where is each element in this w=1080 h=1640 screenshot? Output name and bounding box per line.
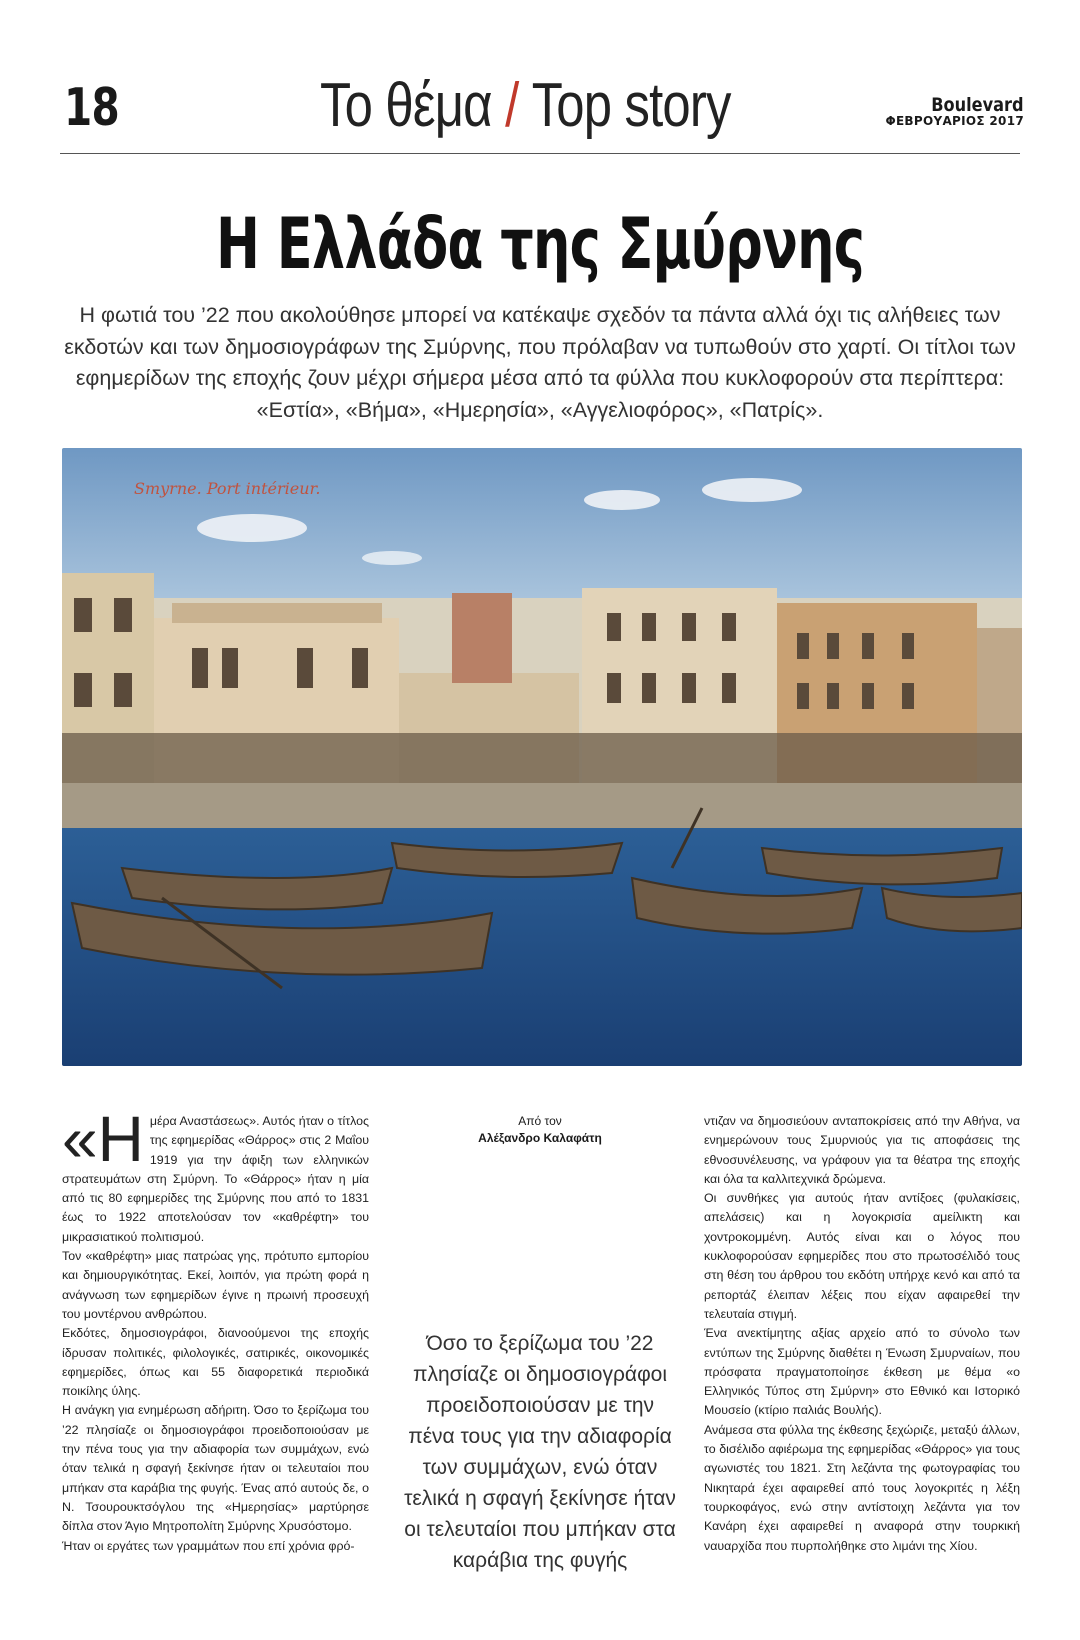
col3-paragraph-1: ντιζαν να δημοσιεύουν ανταποκρίσεις από την Αθήνα, να ενημερώνουν τους Σμυρνιούς για τις αποφάσεις της εθνοσυνέλευσης, να γράφουν για τα θέατρα της εποχής και όλα τα καλλιτεχνικά δρώμενα. [704,1114,1020,1186]
byline [440,1113,640,1147]
article-headline [60,203,1020,285]
harbour-postcard-image [62,448,1022,1066]
headline-text: Η Ελλάδα της Σμύρνης [215,203,865,285]
header-divider [60,153,1020,154]
page-number: 18 [64,78,119,138]
col3-paragraph-4: Ανάμεσα στα φύλλα της έκθεσης ξεχώριζε, μεταξύ άλλων, το δισέλιδο αφιέρωμα της εφημερίδας «Θάρρος» για τους αγωνιστές του 1821. Στη λεζάντα της φωτογραφίας του Νικηταρά έχει αφαιρεθεί από τους λογοκριτές η λέξη τουρκοφάγος, ενώ στην αντίστοιχη λεζάντα για τον Κανάρη έχει αφαιρεθεί η αναφορά στην τουρκική ναυαρχίδα που πυρπολήθηκε στο λιμάνι της Χίου. [704,1422,1020,1553]
drop-cap: «Η [62,1103,144,1175]
article-column-3 [704,1112,1020,1556]
section-title-greek: Το θέμα [320,71,492,140]
byline-prefix: Από τον [518,1114,562,1128]
section-title-slash: / [505,71,519,140]
issue-month: ΦΕΒΡΟΥΑΡΙΟΣ 2017 [885,114,1024,128]
magazine-brand [885,96,1024,127]
col1-paragraph-3: Εκδότες, δημοσιογράφοι, διανοούμενοι της εποχής ίδρυσαν πολιτικές, φιλολογικές, σατιρικές, οικονομικές εφημερίδες, όπως και 55 διαφορετικά περιοδικά ποικίλης ύλης. [62,1326,369,1399]
section-title-english: Top story [531,71,731,140]
col3-paragraph-2: Οι συνθήκες για αυτούς ήταν αντίξοες (φυλακίσεις, απελάσεις) και η λογοκρισία αμείλικτη και χοντροκομμένη. Αυτός είναι και ο λόγος που κυκλοφορούσαν εφημερίδες που στο πρωτοσέλιδό τους στη θέση του άρθρου του εκδότη υπήρχε κενό και από τα ρεπορτάζ έλειπαν λέξεις που είχαν αφαιρεθεί την τελευταία στιγμή. [704,1191,1020,1321]
postcard-caption: Smyrne. Port intérieur. [134,479,321,498]
magazine-name: Boulevard [931,94,1024,116]
byline-author: Αλέξανδρο Καλαφάτη [478,1131,602,1145]
col1-paragraph-5: Ήταν οι εργάτες των γραμμάτων που επί χρόνια φρό- [62,1538,355,1553]
col3-paragraph-3: Ένα ανεκτίμητης αξίας αρχείο από το σύνολο των εντύπων της Σμύρνης διαθέτει η Ένωση Σμυρναίων, που πρόσφατα πραγματοποίησε έκθεση με θέμα «ο Ελληνικός Τύπος στη Σμύρνη» στο Εθνικό και Ιστορικό Μουσείο (κτίριο παλιάς Βουλής). [704,1326,1020,1418]
article-column-1 [62,1103,369,1556]
col1-paragraph-1: μέρα Αναστάσεως». Αυτός ήταν ο τίτλος της εφημερίδας «Θάρρος» στις 2 Μαΐου 1919 για την άφιξη των ελληνικών στρατευμάτων στη Σμύρνη. Το «Θάρρος» ήταν η μία από τις 80 εφημερίδες της Σμύρνης που από το 1831 έως το 1922 αποτελούσαν τον «καθρέφτη» του μικρασιατικού πολιτισμού. [62,1114,369,1244]
pull-quote: Όσο το ξερίζωμα του ’22 πλησίαζε οι δημοσιογράφοι προειδοποιούσαν με την πένα τους για την αδιαφορία των συμμάχων, ενώ όταν τελικά η σφαγή ξεκίνησε ήταν οι τελευταίοι που μπήκαν στα καράβια της φυγής [404,1332,676,1572]
article-lead: Η φωτιά του ’22 που ακολούθησε μπορεί να κατέκαψε σχεδόν τα πάντα αλλά όχι τις αλήθειες των εκδοτών και των δημοσιογράφων της Σμύρνης, που πρόλαβαν να τυπωθούν στο χαρτί. Οι τίτλοι των εφημερίδων της εποχής ζουν μέχρι σήμερα μέσα από τα φύλλα που κυκλοφορούν στα περίπτερα: «Εστία», «Βήμα», «Ημερησία», «Αγγελιοφόρος», «Πατρίς». [64,303,1016,422]
section-title [320,70,731,141]
col1-paragraph-4: Η ανάγκη για ενημέρωση αδήριτη. Όσο το ξερίζωμα του ’22 πλησίαζε οι δημοσιογράφοι προειδοποιούσαν με την πένα τους για την αδιαφορία των συμμάχων, ενώ όταν τελικά η σφαγή ξεκίνησε ήταν οι τελευταίοι που μπήκαν στα καράβια της φυγής. Ένας από αυτούς δε, ο Ν. Τσουρουκτσόγλου της «Ημερησίας» μαρτύρησε δίπλα στον Άγιο Μητροπολίτη Σμύρνης Χρυσόστομο. [62,1403,369,1534]
col1-paragraph-2: Τον «καθρέφτη» μιας πατρώας γης, πρότυπο εμπορίου και δημιουργικότητας. Εκεί, λοιπόν, για πρώτη φορά η ανάγνωση των εφημερίδων έγινε η πρωινή προσευχή του μοντέρνου ανθρώπου. [62,1249,369,1321]
